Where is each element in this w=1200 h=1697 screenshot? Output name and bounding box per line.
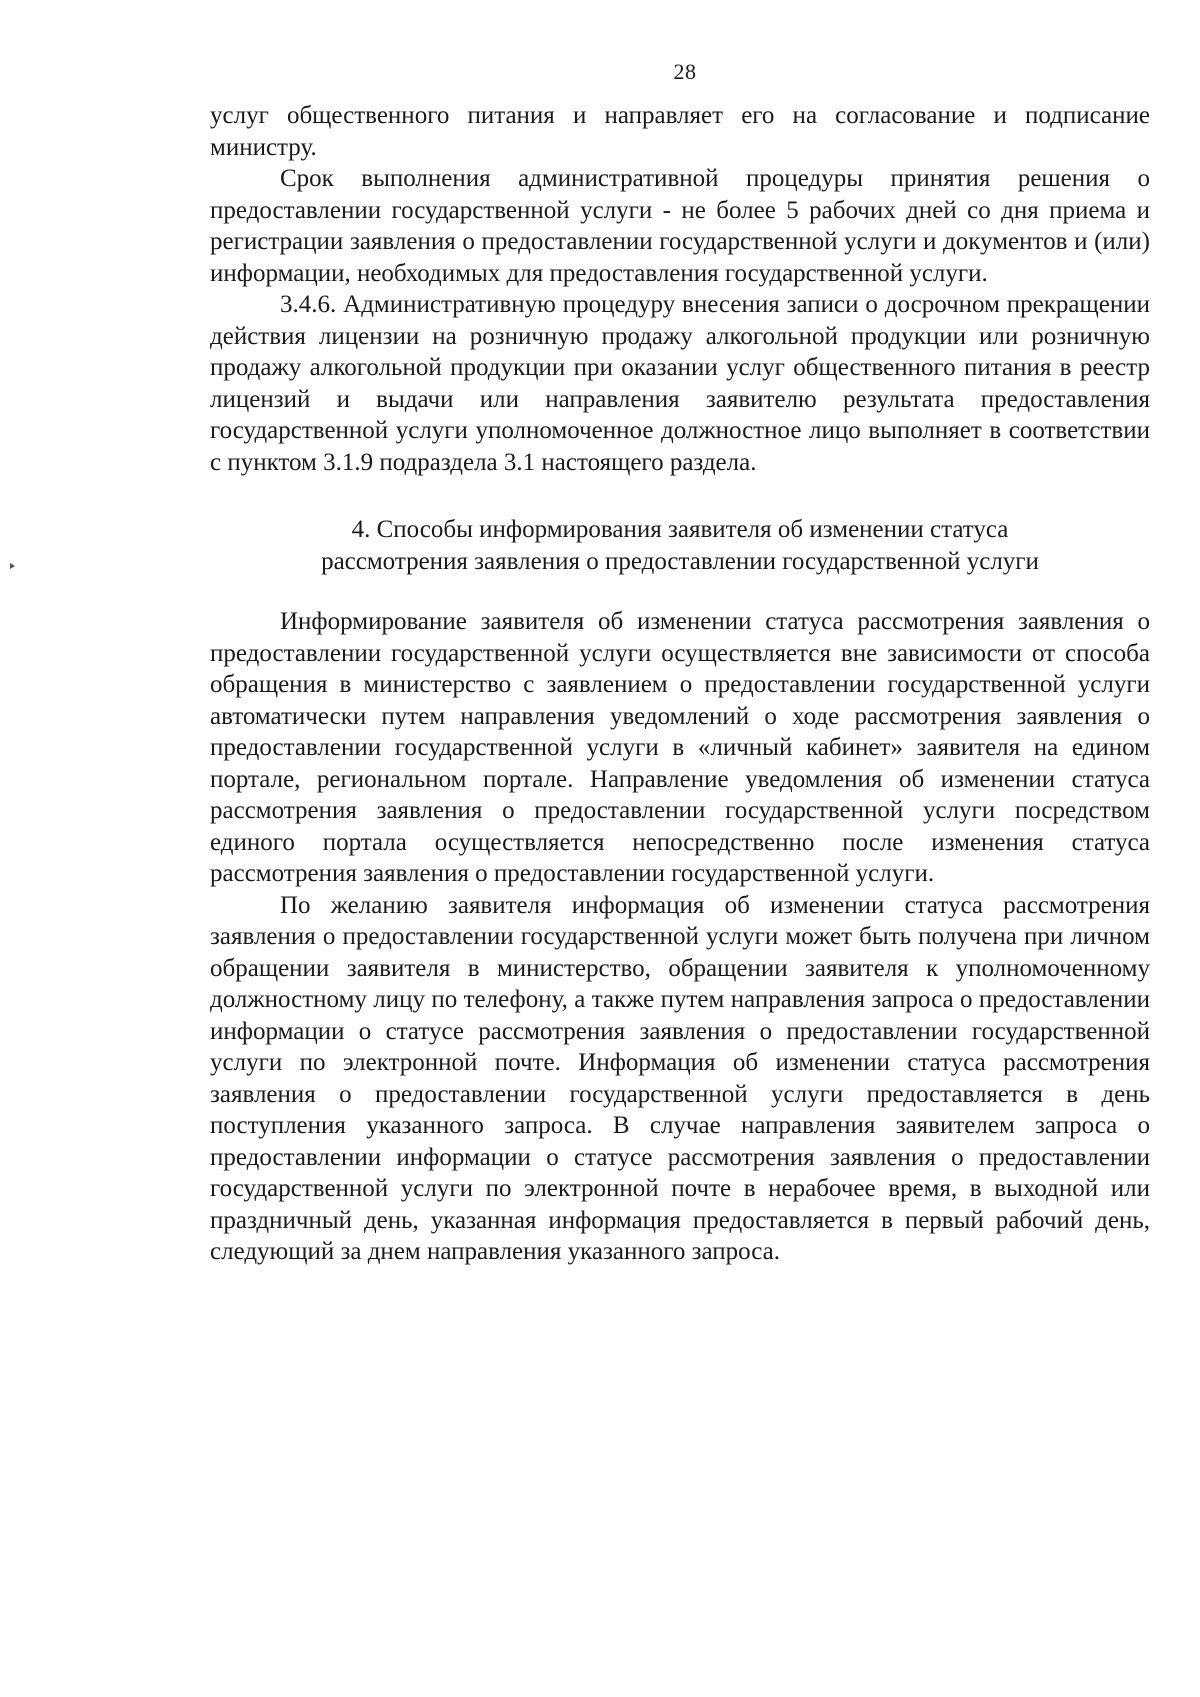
paragraph-3-4-6: 3.4.6. Административную процедуру внесения записи о досрочном прекращении действия лицензии на розничную продажу алкогольной продукции или розничную продажу алкогольной продукции при оказании услуг общественного питания в реестр лицензий и выдачи или направления заявителю результата предоставления государственной услуги уполномоченное должностное лицо выполняет в соответствии с пунктом 3.1.9 подраздела 3.1 настоящего раздела. [210,291,1150,476]
page-number: 28 [673,59,697,84]
paragraph-continuation: услуг общественного питания и направляет его на согласование и подписание министру. [210,102,1150,161]
margin-mark [10,563,15,569]
paragraph-deadline: Срок выполнения административной процедуры принятия решения о предоставлении государственной услуги - не более 5 рабочих дней со дня приема и регистрации заявления о предоставлении государственной услуги и документов и (или) информации, необходимых для предоставления государственной услуги. [210,165,1150,287]
paragraph-informing: Информирование заявителя об изменении статуса рассмотрения заявления о предоставлении государственной услуги осуществляется вне зависимости от способа обращения в министерство с заявлением о предоставлении государственной услуги автоматически путем направления уведомлений о ходе рассмотрения заявления о предоставлении государственной услуги в «личный кабинет» заявителя на едином портале, региональном портале. Направление уведомления об изменении статуса рассмотрения заявления о предоставлении государственной услуги посредством единого портала осуществляется непосредственно после изменения статуса рассмотрения заявления о предоставлении государственной услуги. [210,608,1150,887]
section-heading [210,514,1150,577]
document-body [210,100,1150,1268]
paragraph-by-request: По желанию заявителя информация об изменении статуса рассмотрения заявления о предоставлении государственной услуги может быть получена при личном обращении заявителя в министерство, обращении заявителя к уполномоченному должностному лицу по телефону, а также путем направления запроса о предоставлении информации о статусе рассмотрения заявления о предоставлении государственной услуги по электронной почте. Информация об изменении статуса рассмотрения заявления о предоставлении государственной услуги предоставляется в день поступления указанного запроса. В случае направления заявителем запроса о предоставлении информации о статусе рассмотрения заявления о предоставлении государственной услуги по электронной почте в нерабочее время, в выходной или праздничный день, указанная информация предоставляется в первый рабочий день, следующий за днем направления указанного запроса. [210,891,1150,1265]
section-heading-line-2: рассмотрения заявления о предоставлении государственной услуги [321,547,1039,575]
section-heading-line-1: 4. Способы информирования заявителя об изменении статуса [351,516,1009,543]
